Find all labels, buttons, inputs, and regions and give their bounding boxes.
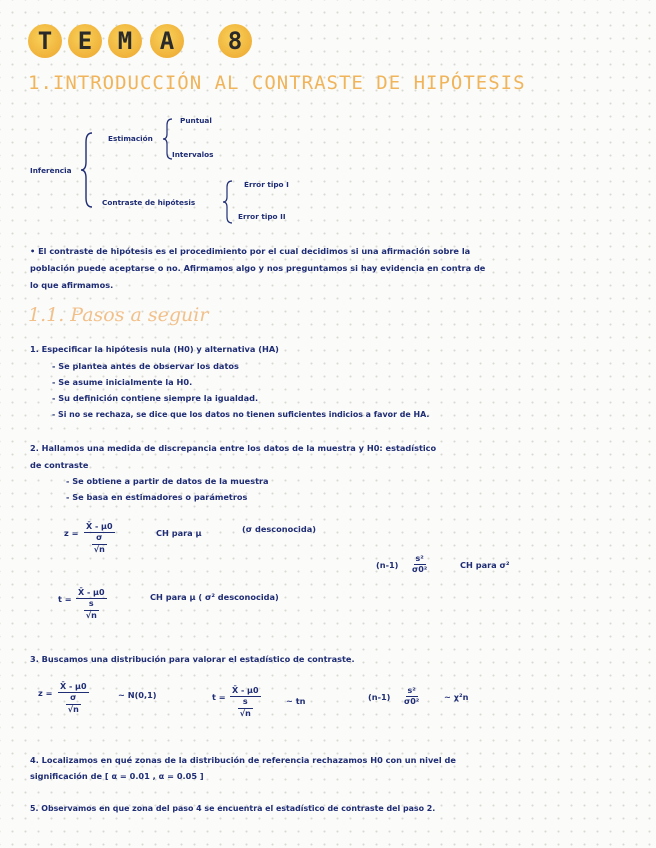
z-distribution: ~ N(0,1) (118, 690, 157, 700)
title-number: 8 (218, 24, 252, 58)
chi-lhs: (n-1) (376, 560, 399, 570)
step1-bullet: - Se asume inicialmente la H0. (52, 377, 193, 387)
fraction-denominator: s (242, 697, 248, 706)
z-note-detail: (σ desconocida) (242, 524, 316, 534)
z-label: z = (38, 688, 53, 698)
title-letter-a: A (150, 24, 184, 58)
step2-bullet: - Se basa en estimadores o parámetros (66, 492, 248, 502)
step1-title: 1. Especificar la hipótesis nula (H0) y alternativa (HA) (30, 344, 279, 354)
fraction-denominator: s (88, 599, 94, 608)
diagram-leaf-intervalos: Intervalos (172, 150, 214, 159)
paragraph-line: población puede aceptarse o no. Afirmamos algo y nos preguntamos si hay evidencia en contra de (30, 263, 486, 273)
paragraph-line: lo que afirmamos. (30, 280, 114, 290)
diagram-leaf-error-2: Error tipo II (238, 212, 286, 221)
chi-statistic-fraction (404, 686, 419, 706)
t-statistic-fraction (76, 588, 107, 620)
step5-title: 5. Observamos en que zona del paso 4 se encuentra el estadístico de contraste del paso 2. (30, 804, 436, 813)
title-letter-t: T (28, 24, 62, 58)
chi-lhs: (n-1) (368, 692, 391, 702)
step4-title-cont: significación de [ α = 0.01 , α = 0.05 ] (30, 771, 204, 781)
fraction-numerator: X̄ - μ0 (60, 682, 87, 691)
fraction-numerator: X̄ - μ0 (232, 686, 259, 695)
brace-icon (222, 180, 234, 224)
t-label: t = (212, 692, 226, 702)
t-distribution: ~ tn (286, 696, 306, 706)
diagram-leaf-error-1: Error tipo I (244, 180, 289, 189)
diagram-root: Inferencia (30, 166, 72, 175)
step2-title: 2. Hallamos una medida de discrepancia entre los datos de la muestra y H0: estadístico (30, 443, 437, 453)
paragraph-line: • El contraste de hipótesis es el procedimiento por el cual decidimos si una afirmación sobre la (30, 246, 471, 256)
step2-title-cont: de contraste (30, 460, 89, 470)
subsection-heading: 1.1. Pasos a seguir (28, 304, 209, 326)
step4-title: 4. Localizamos en qué zonas de la distribución de referencia rechazamos H0 con un nivel de (30, 755, 456, 765)
chi-statistic-fraction (412, 554, 427, 574)
fraction-sqrt: √n (85, 611, 97, 620)
title-letter-e: E (68, 24, 102, 58)
fraction-numerator: s² (407, 686, 416, 695)
fraction-numerator: s² (415, 554, 424, 563)
step2-bullet: - Se obtiene a partir de datos de la muestra (66, 476, 269, 486)
z-note: CH para μ (156, 528, 202, 538)
fraction-denominator: σ0² (412, 565, 428, 574)
step1-bullet: - Se plantea antes de observar los datos (52, 361, 239, 371)
chi-distribution: ~ χ²n (444, 692, 469, 702)
title-letter-m: M (108, 24, 142, 58)
fraction-numerator: X̄ - μ0 (78, 588, 105, 597)
fraction-sqrt: √n (239, 709, 251, 718)
fraction-numerator: X̄ - μ0 (86, 522, 113, 531)
step1-bullet: - Si no se rechaza, se dice que los datos no tienen suficientes indicios a favor de HA. (52, 410, 430, 419)
z-statistic-fraction (58, 682, 89, 714)
section-heading: 1.INTRODUCCIÓN AL CONTRASTE DE HIPÓTESIS (28, 72, 526, 94)
z-label: z = (64, 528, 79, 538)
step3-title: 3. Buscamos una distribución para valorar el estadístico de contraste. (30, 654, 355, 664)
z-statistic-fraction (84, 522, 115, 554)
t-statistic-fraction (230, 686, 261, 718)
fraction-denominator: σ0² (404, 697, 420, 706)
diagram-branch-contraste: Contraste de hipótesis (102, 198, 196, 207)
t-label: t = (58, 594, 72, 604)
fraction-denominator: σ (70, 693, 77, 702)
step1-bullet: - Su definición contiene siempre la igualdad. (52, 393, 259, 403)
fraction-sqrt: √n (93, 545, 105, 554)
diagram-branch-estimacion: Estimación (108, 134, 153, 143)
diagram-leaf-puntual: Puntual (180, 116, 212, 125)
chi-note: CH para σ² (460, 560, 510, 570)
fraction-denominator: σ (96, 533, 103, 542)
brace-icon (80, 132, 96, 208)
fraction-sqrt: √n (67, 705, 79, 714)
t-note: CH para μ ( σ² desconocida) (150, 592, 279, 602)
